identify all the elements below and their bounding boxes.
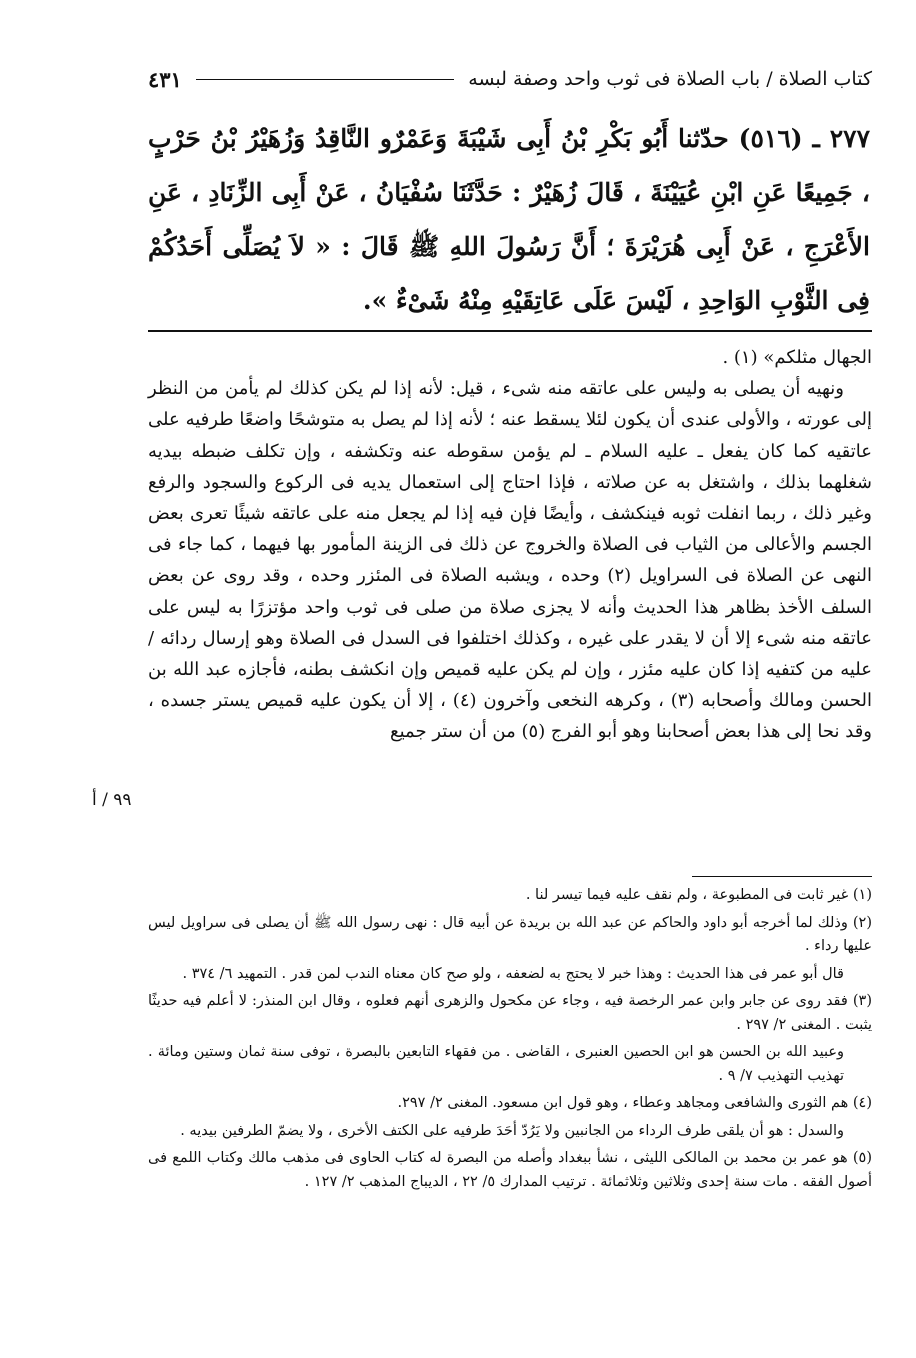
footnote: (٣) فقد روى عن جابر وابن عمر الرخصة فيه ، وجاء عن مكحول والزهرى أنهم فعلوه ، وقال ابن المنذر: لا أعلم فيه حديثًا يثبت . المغنى ٢/ ٢٩٧ .	[148, 993, 872, 1033]
chapter-title: كتاب الصلاة / باب الصلاة فى ثوب واحد وصفة لبسه	[468, 68, 872, 90]
footnote-separator	[692, 876, 872, 877]
footnote: (٤) هم الثورى والشافعى ومجاهد وعطاء ، وهو قول ابن مسعود. المغنى ٢/ ٢٩٧.	[397, 1095, 872, 1111]
footnote: (٢) وذلك لما أخرجه أبو داود والحاكم عن عبد الله بن بريدة عن أبيه قال : نهى رسول الله ﷺ أن يصلى فى سراويل ليس عليها رداء .	[148, 914, 872, 954]
running-header	[148, 62, 872, 96]
footnote-continuation: والسدل : هو أن يلقى طرف الرداء من الجانبين ولا يَرُدّ أحَدَ طرفيه على الكتف الأخرى ، ولا يضمّ الطرفين بيديه .	[180, 1122, 844, 1139]
footnotes	[148, 884, 872, 1198]
footnote-continuation: قال أبو عمر فى هذا الحديث : وهذا خبر لا يحتج به لضعفه ، ولو صح كان معناه الندب لمن قدر . التمهيد ٦/ ٣٧٤ .	[182, 965, 844, 982]
page-number: ٤٣١	[148, 66, 182, 92]
commentary-paragraph: ونهيه أن يصلى به وليس على عاتقه منه شىء ، قيل: لأنه إذا لم يكن كذلك لم يأمن من النظر إلى عورته ، والأولى عندى أن يكون لئلا يسقط عنه ؛ لأنه إذا لم يصل به متوشحًا واضعًا طرفيه على عاتقيه كما كان يفعل ـ عليه السلام ـ لم يؤمن سقوطه عنه وتكشفه ، وإن تكلف ضبطه بيديه شغلهما بذلك ، واشتغل به عن صلاته ، فإذا احتاج إلى استعمال يديه فى الركوع والسجود والرفع وغير ذلك ، ربما انفلت ثوبه فينكشف ، وأيضًا فإن فيه إذا لم يجعل منه على عاتقه شيئًا تعرى بعض الجسم والأعالى من الثياب فى الصلاة والخروج عن ذلك فى الزينة المأمور بها فيهما ، كما جاء فى النهى عن الصلاة فى السراويل (٢) وحده ، ويشبه الصلاة فى المئزر وحده ، وقد روى عن بعض السلف الأخذ بظاهر هذا الحديث وأنه لا يجزى صلاة من صلى فى ثوب واحد مؤتزرًا به ليس على عاتقه منه شىء إلا أن لا يقدر على غيره ، وكذلك اختلفوا فى السدل فى الصلاة وهو إرسال ردائه / عليه من كتفيه إذا كان عليه مئزر ، وإن لم يكن عليه قميص وإن انكشف بطنه، فأجازه عبد الله بن الحسن ومالك وأصحابه (٣) ، وكرهه النخعى وآخرون (٤) ، إلا أن يكون عليه قميص يستر جسده ، وقد نحا إلى هذا بعض أصحابنا وهو أبو الفرج (٥) من أن ستر جميع	[148, 378, 873, 743]
main-separator	[148, 330, 872, 332]
commentary	[148, 342, 872, 748]
footnote-continuation: وعبيد الله بن الحسن هو ابن الحصين العنبرى ، القاضى . من فقهاء التابعين بالبصرة ، توفى سنة ثمان وستين ومائة . تهذيب التهذيب ٧/ ٩ .	[148, 1044, 844, 1084]
footnote: (١) غير ثابت فى المطبوعة ، ولم نقف عليه فيما تيسر لنا .	[525, 887, 872, 903]
manuscript-folio-note: ٩٩ / أ	[92, 790, 132, 810]
hadith-text: ٢٧٧ ـ (٥١٦) حدّثنا أَبُو بَكْرِ بْنُ أَبِى شَيْبَةَ وَعَمْرٌو النَّاقِدُ وَزُهَيْرُ بْنُ حَرْبٍ ، جَمِيعًا عَنِ ابْنِ عُيَيْنَةَ ، قَالَ زُهَيْرٌ : حَدَّثَنَا سُفْيَانُ ، عَنْ أَبِى الزِّنَادِ ، عَنِ الأَعْرَجِ ، عَنْ أَبِى هُرَيْرَةَ ؛ أَنَّ رَسُولَ اللهِ ﷺ قَالَ : « لاَ يُصَلِّى أَحَدُكُمْ فِى الثَّوْبِ الوَاحِدِ ، لَيْسَ عَلَى عَاتِقَيْهِ مِنْهُ شَىْءٌ ».	[148, 124, 871, 315]
footnote: (٥) هو عمر بن محمد بن المالكى الليثى ، نشأ ببغداد وأصله من البصرة له كتاب الحاوى فى مذهب مالك وكتاب اللمع فى أصول الفقه . مات سنة إحدى وثلاثين وثلاثمائة . ترتيب المدارك ٥/ ٢٢ ، الديباج المذهب ٢/ ١٢٧ .	[148, 1150, 872, 1190]
commentary-paragraph: الجهال مثلكم» (١) .	[722, 347, 872, 368]
header-rule	[196, 79, 454, 80]
